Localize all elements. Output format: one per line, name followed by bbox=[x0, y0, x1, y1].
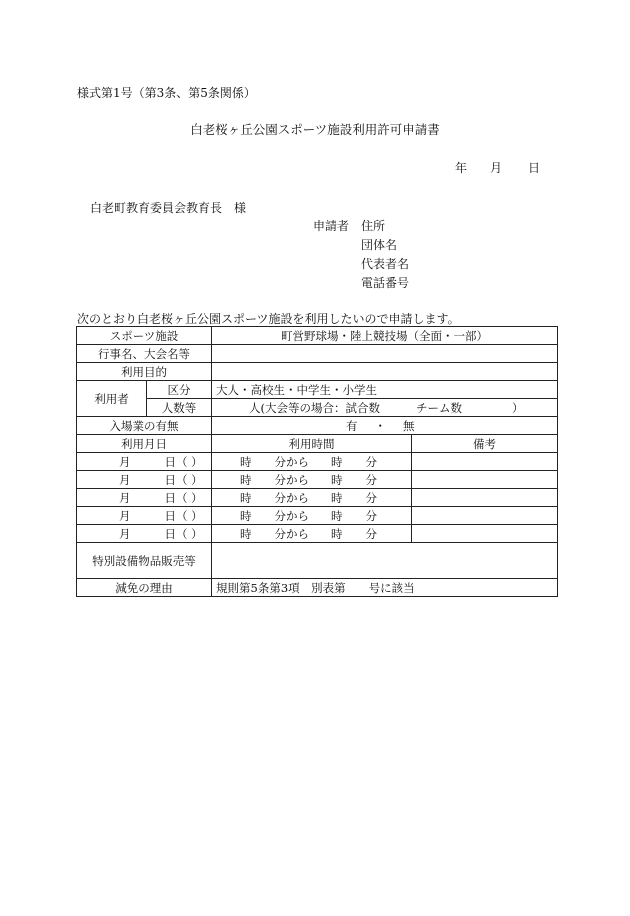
schedule-remarks[interactable] bbox=[412, 453, 558, 471]
schedule-min-to: 分 bbox=[365, 490, 378, 505]
schedule-remarks[interactable] bbox=[412, 471, 558, 489]
schedule-row bbox=[77, 525, 558, 543]
schedule-hour-from: 時 bbox=[240, 472, 252, 487]
schedule-remarks[interactable] bbox=[412, 507, 558, 525]
schedule-month: 月 bbox=[119, 472, 131, 487]
applicant-address-label: 住所 bbox=[361, 219, 386, 233]
schedule-day: 日（ ） bbox=[164, 472, 203, 487]
applicant-label: 申請者 bbox=[313, 219, 350, 233]
date-column-header: 利用月日 bbox=[77, 435, 212, 453]
schedule-date[interactable] bbox=[77, 507, 212, 525]
schedule-min-to: 分 bbox=[365, 526, 378, 541]
schedule-hour-to: 時 bbox=[331, 526, 343, 541]
schedule-hour-to: 時 bbox=[331, 472, 343, 487]
schedule-hour-from: 時 bbox=[240, 490, 252, 505]
schedule-date[interactable] bbox=[77, 489, 212, 507]
schedule-date[interactable] bbox=[77, 453, 212, 471]
count-close: ） bbox=[512, 400, 524, 415]
category-label: 区分 bbox=[147, 381, 212, 399]
user-category-row bbox=[77, 381, 558, 399]
admission-yes[interactable]: 有 bbox=[346, 418, 358, 433]
schedule-min-from: 分から bbox=[274, 490, 310, 505]
admission-field[interactable] bbox=[212, 417, 558, 435]
date-day-label: 日 bbox=[528, 161, 541, 175]
remarks-column-header: 備考 bbox=[412, 435, 558, 453]
schedule-min-from: 分から bbox=[274, 472, 310, 487]
admission-dot: ・ bbox=[374, 418, 387, 433]
reduction-label: 減免の理由 bbox=[77, 579, 212, 597]
schedule-month: 月 bbox=[119, 490, 131, 505]
schedule-header-row bbox=[77, 435, 558, 453]
count-teams: チーム数 bbox=[416, 400, 463, 415]
admission-label: 入場業の有無 bbox=[77, 417, 212, 435]
applicant-group-label: 団体名 bbox=[361, 238, 398, 252]
schedule-min-from: 分から bbox=[274, 526, 310, 541]
schedule-row bbox=[77, 507, 558, 525]
schedule-time[interactable] bbox=[212, 507, 412, 525]
purpose-field[interactable] bbox=[212, 363, 558, 381]
schedule-hour-from: 時 bbox=[240, 526, 252, 541]
applicant-phone-label: 電話番号 bbox=[361, 276, 410, 290]
event-name-label: 行事名、大会名等 bbox=[77, 345, 212, 363]
form-number: 様式第1号（第3条、第5条関係） bbox=[77, 86, 256, 100]
schedule-time[interactable] bbox=[212, 489, 412, 507]
page-title: 白老桜ヶ丘公園スポーツ施設利用許可申請書 bbox=[190, 122, 440, 137]
intro-text: 次のとおり白老桜ヶ丘公園スポーツ施設を利用したいので申請します。 bbox=[77, 312, 460, 326]
count-field[interactable] bbox=[212, 399, 558, 417]
schedule-date[interactable] bbox=[77, 525, 212, 543]
schedule-min-to: 分 bbox=[365, 472, 378, 487]
schedule-time[interactable] bbox=[212, 525, 412, 543]
category-value[interactable]: 大人・高校生・中学生・小学生 bbox=[212, 381, 558, 399]
schedule-hour-from: 時 bbox=[240, 508, 252, 523]
admission-row bbox=[77, 417, 558, 435]
facility-value[interactable]: 町営野球場・陸上競技場（全面・一部） bbox=[212, 327, 558, 345]
schedule-date[interactable] bbox=[77, 471, 212, 489]
schedule-min-to: 分 bbox=[365, 454, 378, 469]
schedule-row bbox=[77, 489, 558, 507]
special-equipment-field[interactable] bbox=[212, 543, 558, 579]
schedule-remarks[interactable] bbox=[412, 489, 558, 507]
schedule-hour-from: 時 bbox=[240, 454, 252, 469]
schedule-row bbox=[77, 453, 558, 471]
purpose-row bbox=[77, 363, 558, 381]
addressee: 白老町教育委員会教育長 様 bbox=[90, 201, 247, 215]
schedule-hour-to: 時 bbox=[331, 490, 343, 505]
facility-row bbox=[77, 327, 558, 345]
count-label: 人数等 bbox=[147, 399, 212, 417]
application-form-table bbox=[76, 326, 558, 597]
schedule-month: 月 bbox=[119, 454, 131, 469]
event-name-field[interactable] bbox=[212, 345, 558, 363]
schedule-day: 日（ ） bbox=[164, 490, 203, 505]
time-column-header: 利用時間 bbox=[212, 435, 412, 453]
schedule-min-from: 分から bbox=[274, 508, 310, 523]
schedule-time[interactable] bbox=[212, 453, 412, 471]
schedule-month: 月 bbox=[119, 526, 131, 541]
schedule-min-to: 分 bbox=[365, 508, 378, 523]
schedule-time[interactable] bbox=[212, 471, 412, 489]
special-equipment-label: 特別設備物品販売等 bbox=[77, 543, 212, 579]
special-equipment-row bbox=[77, 543, 558, 579]
schedule-day: 日（ ） bbox=[164, 526, 203, 541]
event-name-row bbox=[77, 345, 558, 363]
date-month-label: 月 bbox=[490, 161, 503, 175]
schedule-hour-to: 時 bbox=[331, 454, 343, 469]
reduction-row bbox=[77, 579, 558, 597]
schedule-remarks[interactable] bbox=[412, 525, 558, 543]
schedule-hour-to: 時 bbox=[331, 508, 343, 523]
user-label: 利用者 bbox=[77, 381, 147, 417]
schedule-day: 日（ ） bbox=[164, 508, 203, 523]
admission-no[interactable]: 無 bbox=[403, 418, 415, 433]
applicant-representative-label: 代表者名 bbox=[361, 257, 410, 271]
schedule-row bbox=[77, 471, 558, 489]
schedule-month: 月 bbox=[119, 508, 131, 523]
schedule-min-from: 分から bbox=[274, 454, 310, 469]
user-count-row bbox=[77, 399, 558, 417]
reduction-value[interactable]: 規則第5条第3項 別表第 号に該当 bbox=[212, 579, 558, 597]
facility-label: スポーツ施設 bbox=[77, 327, 212, 345]
schedule-day: 日（ ） bbox=[164, 454, 203, 469]
date-year-label: 年 bbox=[455, 161, 468, 175]
purpose-label: 利用目的 bbox=[77, 363, 212, 381]
count-prefix: 人(大会等の場合：試合数 bbox=[249, 400, 381, 415]
